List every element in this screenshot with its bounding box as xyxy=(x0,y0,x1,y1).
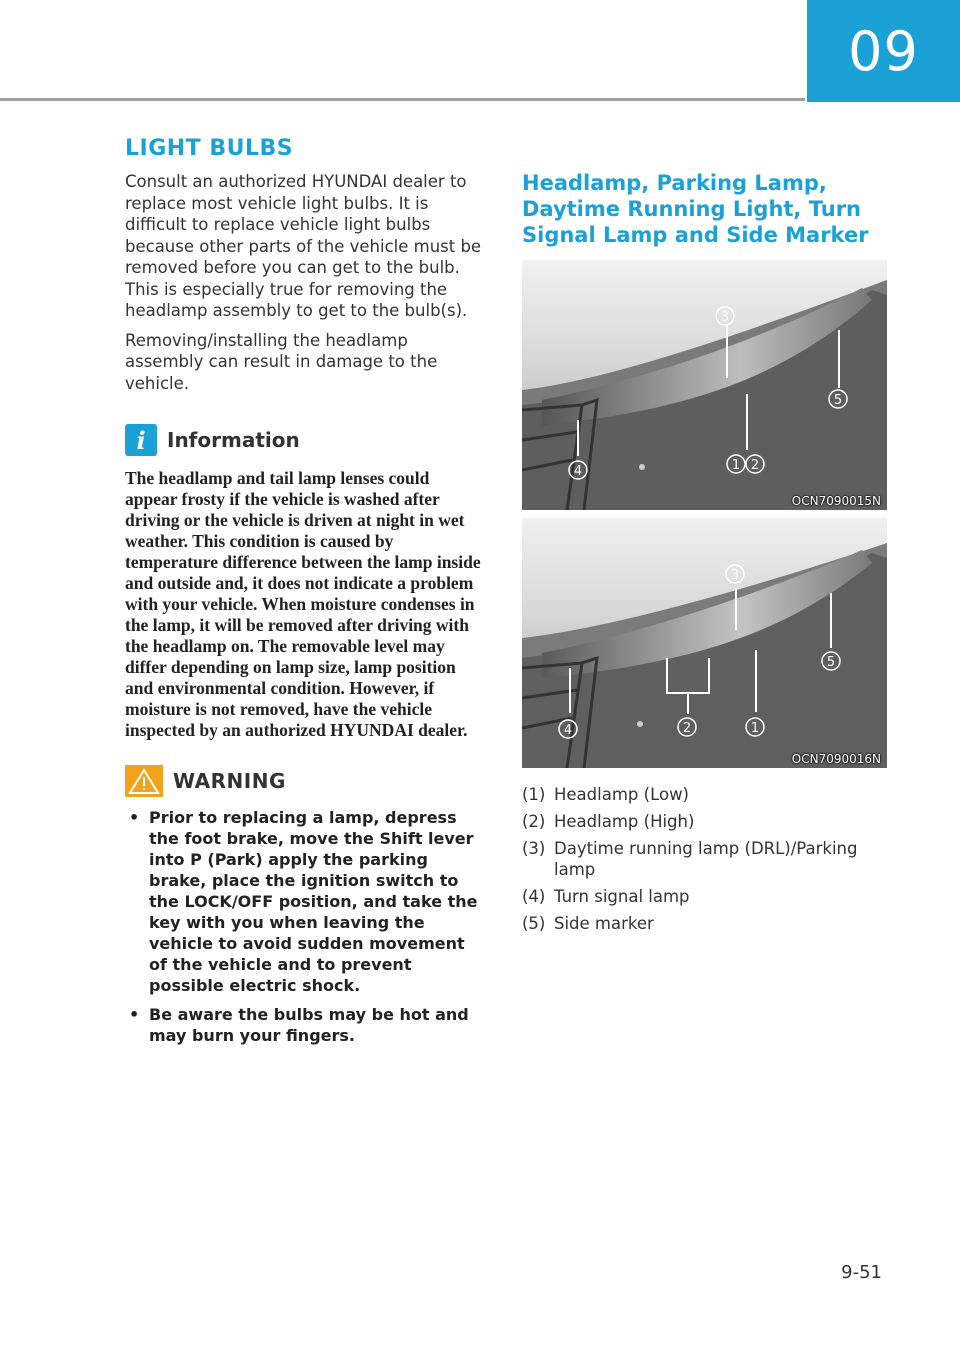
svg-text:1: 1 xyxy=(750,721,760,736)
legend-item xyxy=(522,886,887,907)
svg-text:1: 1 xyxy=(731,458,741,473)
information-text: The headlamp and tail lamp lenses could appear frosty if the vehicle is washed after driving or the vehicle is driven at night in wet weather. This condition is caused by temperature difference between the lamp inside and outside and, it does not indicate a problem with your vehicle. When moisture condenses in the lamp, it will be removed after driving with the headlamp on. The removable level may differ depending on lamp size, lamp position and environmental condition. However, if moisture is not removed, have the vehicle inspected by an authorized HYUNDAI dealer. xyxy=(125,468,481,740)
legend-number: (3) xyxy=(522,839,546,858)
left-column xyxy=(125,136,485,1054)
header-rule xyxy=(0,98,805,101)
svg-text:3: 3 xyxy=(730,568,740,583)
legend-label: Turn signal lamp xyxy=(554,887,690,906)
section-title: LIGHT BULBS xyxy=(125,136,294,161)
svg-text:5: 5 xyxy=(833,393,843,408)
warning-item xyxy=(125,1004,485,1046)
headlamp-figure-1 xyxy=(522,260,887,510)
svg-text:4: 4 xyxy=(573,464,583,479)
svg-text:2: 2 xyxy=(682,721,692,736)
legend-number: (2) xyxy=(522,812,546,831)
information-title: Information xyxy=(167,428,300,452)
warning-icon xyxy=(125,765,163,797)
legend-list xyxy=(522,784,887,934)
svg-text:4: 4 xyxy=(563,723,573,738)
figure-code: OCN7090016N xyxy=(791,752,881,766)
figure-code: OCN7090015N xyxy=(791,494,881,508)
chapter-tab: 09 xyxy=(807,0,960,102)
legend-item xyxy=(522,811,887,832)
warning-item-text: Prior to replacing a lamp, depress the foot brake, move the Shift lever into P (Park) apply the parking brake, place the ignition switch to the LOCK/OFF position, and take the key with you when leaving the vehicle to avoid sudden movement of the vehicle and to prevent possible electric shock. xyxy=(149,808,478,995)
page-number: 9-51 xyxy=(841,1262,882,1283)
headlamp-figure-2 xyxy=(522,518,887,768)
paragraph: Consult an authorized HYUNDAI dealer to replace most vehicle light bulbs. It is difficult to replace vehicle light bulbs because other parts of the vehicle must be removed before you can get to the bulb. This is especially true for removing the headlamp assembly to get to the bulb(s). xyxy=(125,172,482,320)
svg-text:2: 2 xyxy=(750,458,760,473)
legend-item xyxy=(522,838,887,880)
bullet: • xyxy=(129,1005,140,1024)
paragraph: Removing/installing the headlamp assembly can result in damage to the vehicle. xyxy=(125,330,438,393)
legend-label: Daytime running lamp (DRL)/Parking lamp xyxy=(554,839,858,879)
legend-label: Headlamp (High) xyxy=(554,812,695,831)
svg-text:5: 5 xyxy=(826,655,836,670)
warning-list xyxy=(125,807,485,1046)
legend-label: Side marker xyxy=(554,914,654,933)
legend-number: (1) xyxy=(522,785,546,804)
information-header xyxy=(125,424,485,456)
information-icon: i xyxy=(125,424,157,456)
legend-item xyxy=(522,913,887,934)
right-column xyxy=(522,170,887,940)
legend-label: Headlamp (Low) xyxy=(554,785,689,804)
legend-number: (5) xyxy=(522,914,546,933)
warning-item-text: Be aware the bulbs may be hot and may burn your fingers. xyxy=(149,1005,469,1045)
subsection-title: Headlamp, Parking Lamp, Daytime Running Light, Turn Signal Lamp and Side Marker xyxy=(522,171,869,247)
svg-text:3: 3 xyxy=(720,310,730,325)
warning-item xyxy=(125,807,485,996)
bullet: • xyxy=(129,808,140,827)
legend-item xyxy=(522,784,887,805)
warning-header xyxy=(125,765,485,797)
legend-number: (4) xyxy=(522,887,546,906)
warning-title: WARNING xyxy=(173,769,286,793)
